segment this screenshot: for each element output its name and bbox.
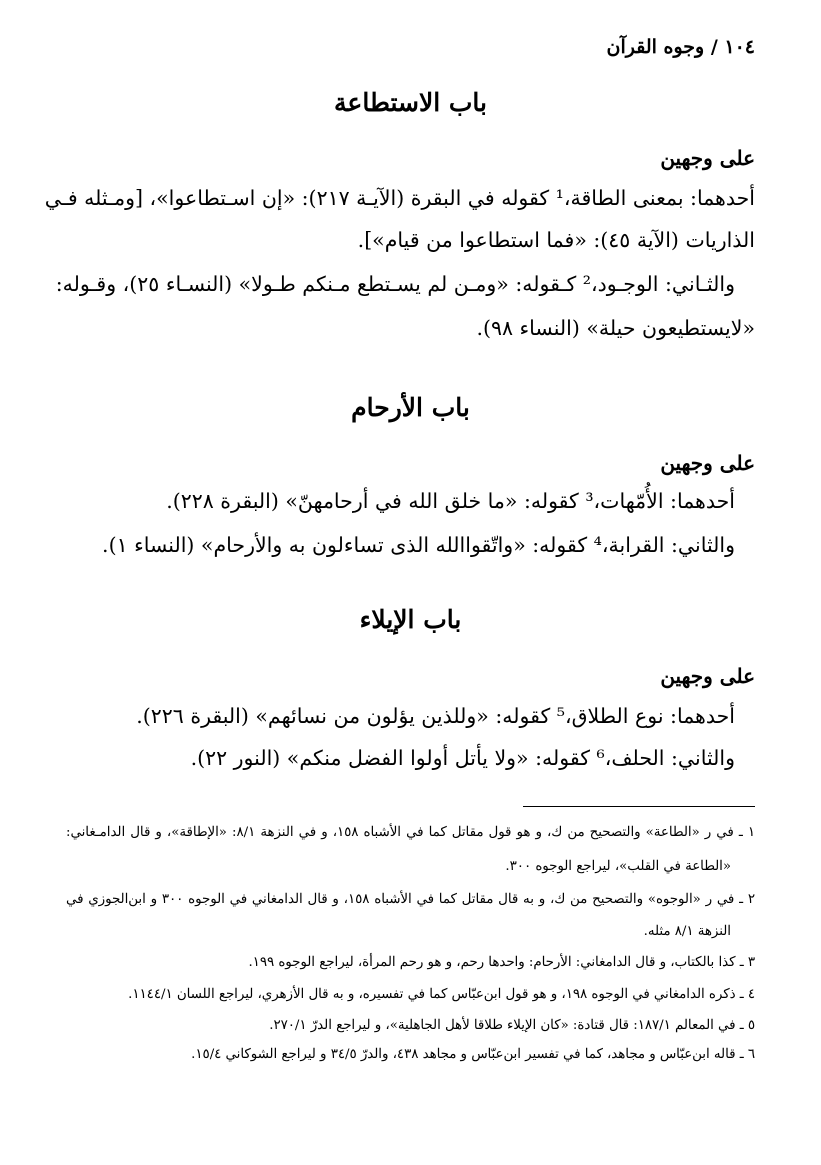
text-line: والثـاني: الوجـود،² كـقوله: «ومـن لم يسـتطع مـنكم طـولا» (النسـاء ٢٥)، وقـوله: [55, 272, 735, 296]
running-head: ١٠٤ / وجوه القرآن [606, 36, 755, 58]
section-title-istitaa: باب الاستطاعة [334, 88, 487, 117]
footnote-line: النزهة ٨/١ مثله. [643, 924, 731, 939]
section-title-ilaa: باب الإيلاء [359, 605, 462, 634]
text-line: أحدهما: الأُمّهات،³ كقوله: «ما خلق الله في أرحامهنّ» (البقرة ٢٢٨). [166, 489, 735, 513]
footnote-line: ١ ـ في ر «الطاعة» والتصحيح من ك، و هو قول مقاتل كما في الأشباه ١٥٨، و في النزهة ٨/١: «الإطاقة»، و قال الدامـغاني: [66, 825, 755, 840]
section-subhead: على وجهين [660, 664, 755, 688]
footnote-line: ٢ ـ في ر «الوجوه» والتصحيح من ك، و به قال مقاتل كما في الأشباه ١٥٨، و قال الدامغاني في الوجوه ٣٠٠ و ابن‌الجوزي في [66, 892, 755, 907]
text-line: الذاريات (الآية ٤٥): «فما استطاعوا من قيام»]. [357, 228, 755, 252]
footnote-line: ٣ ـ كذا بالكتاب، و قال الدامغاني: الأرحام: واحدها رحم، و هو رحم المرأة، ليراجع الوجوه ١٩٩. [248, 955, 755, 970]
footnote-line: «الطاعة في القلب»، ليراجع الوجوه ٣٠٠. [505, 859, 731, 874]
text-line: «لايستطيعون حيلة» (النساء ٩٨). [476, 316, 755, 340]
footnote-line: ٥ ـ في المعالم ١٨٧/١: قال قتادة: «كان الإيلاء طلاقا لأهل الجاهلية»، و ليراجع الدرّ ٢٧٠/١. [269, 1018, 755, 1033]
text-line: والثاني: الحلف،⁶ كقوله: «ولا يأتل أولوا الفضل منكم» (النور ٢٢). [190, 746, 735, 770]
section-subhead: على وجهين [660, 146, 755, 170]
text-line: أحدهما: نوع الطلاق،⁵ كقوله: «وللذين يؤلون من نسائهم» (البقرة ٢٢٦). [136, 704, 735, 728]
footnote-separator [523, 806, 755, 807]
footnote-line: ٤ ـ ذكره الدامغاني في الوجوه ١٩٨، و هو قول ابن‌عبّاس كما في تفسيره، و به قال الأزهري، ليراجع اللسان ١١٤٤/١. [128, 987, 755, 1002]
footnote-line: ٦ ـ قاله ابن‌عبّاس و مجاهد، كما في تفسير ابن‌عبّاس و مجاهد ٤٣٨، والدرّ ٣٤/٥ و ليراجع الشوكاني ١٥/٤. [191, 1047, 755, 1062]
section-title-arham: باب الأرحام [351, 393, 470, 422]
section-subhead: على وجهين [660, 451, 755, 475]
text-line: والثاني: القرابة،⁴ كقوله: «واتّقواالله الذى تساءلون به والأرحام» (النساء ١). [102, 533, 735, 557]
text-line: أحدهما: بمعنى الطاقة،¹ كقوله في البقرة (الآيـة ٢١٧): «إن اسـتطاعوا»، [ومـثله فـي [44, 186, 755, 210]
